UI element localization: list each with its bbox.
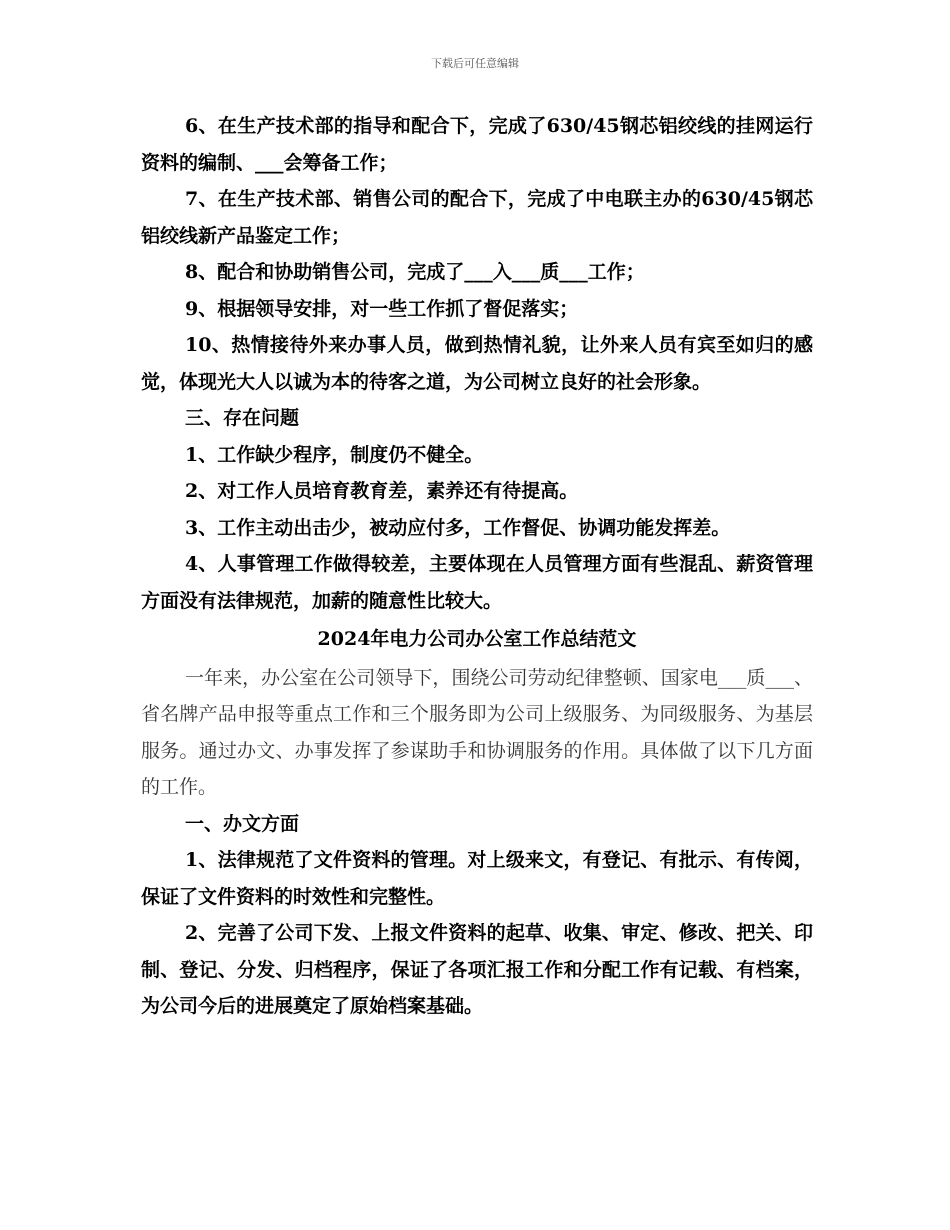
- paragraph-item-6: 6、在生产技术部的指导和配合下，完成了630/45钢芯铝绞线的挂网运行资料的编制、___会筹备工作；: [141, 115, 813, 174]
- page-header: 下载后可任意编辑: [431, 57, 519, 70]
- intro-paragraph: 一年来，办公室在公司领导下，围绕公司劳动纪律整顿、国家电___质___、省名牌产品申报等重点工作和三个服务即为公司上级服务、为同级服务、为基层服务。通过办文、办事发挥了参谋助手和协调服务的作用。具体做了以下几方面的工作。: [141, 666, 813, 798]
- paragraph-item-9: 9、根据领导安排，对一些工作抓了督促落实；: [185, 297, 579, 320]
- paragraph-item-10: 10、热情接待外来办事人员，做到热情礼貌，让外来人员有宾至如归的感觉，体现光大人以诚为本的待客之道，为公司树立良好的社会形象。: [141, 334, 813, 393]
- paragraph-item-7: 7、在生产技术部、销售公司的配合下，完成了中电联主办的630/45钢芯铝绞线新产品鉴定工作；: [141, 188, 813, 247]
- section-heading-problems: 三、存在问题: [185, 407, 300, 429]
- document-body: [141, 108, 813, 1025]
- section-heading-documents: 一、办文方面: [185, 812, 300, 835]
- document-title: 2024年电力公司办公室工作总结范文: [317, 628, 637, 650]
- paragraph-item-8: 8、配合和协助销售公司，完成了___入___质___工作；: [185, 261, 645, 283]
- document-item-1: 1、法律规范了文件资料的管理。对上级来文，有登记、有批示、有传阅，保证了文件资料的时效性和完整性。: [141, 849, 813, 908]
- problem-item-2: 2、对工作人员培育教育差，素养还有待提高。: [185, 480, 579, 502]
- problem-item-3: 3、工作主动出击少，被动应付多，工作督促、协调功能发挥差。: [185, 516, 731, 539]
- document-item-2: 2、完善了公司下发、上报文件资料的起草、收集、审定、修改、把关、印制、登记、分发、归档程序，保证了各项汇报工作和分配工作有记载、有档案，为公司今后的进展奠定了原始档案基础。: [141, 922, 813, 1017]
- problem-item-4: 4、人事管理工作做得较差，主要体现在人员管理方面有些混乱、薪资管理方面没有法律规范，加薪的随意性比较大。: [141, 553, 813, 612]
- problem-item-1: 1、工作缺少程序，制度仍不健全。: [185, 443, 484, 466]
